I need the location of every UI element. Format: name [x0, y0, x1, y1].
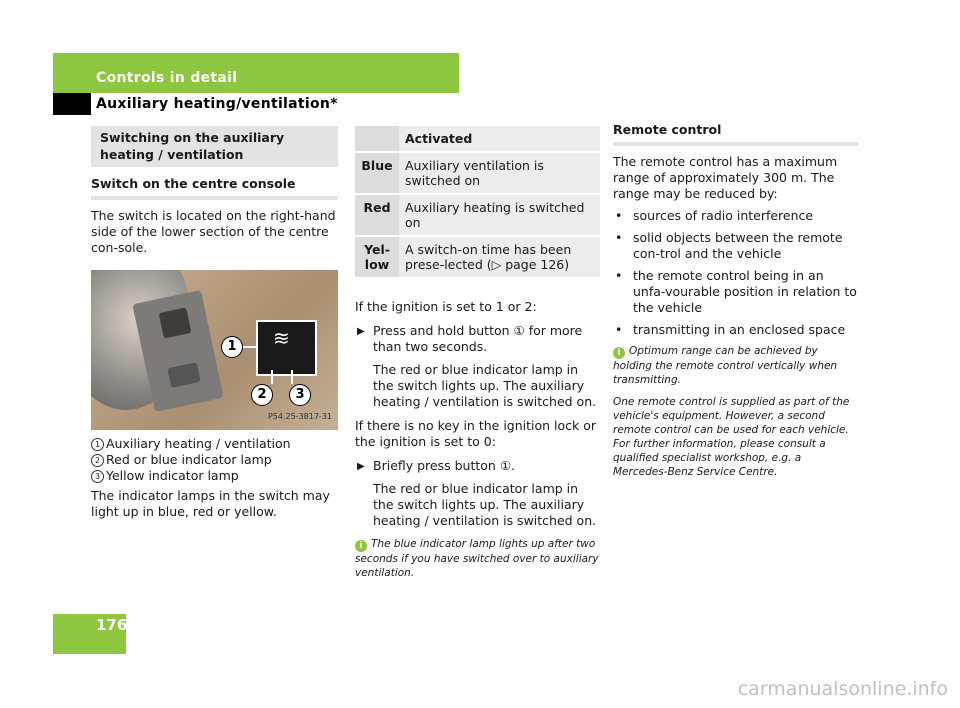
page-title: Auxiliary heating/ventilation*	[96, 96, 338, 112]
table-key: Yel-low	[355, 237, 399, 277]
sub-heading: Switch on the centre console	[91, 176, 296, 191]
remote-intro: The remote control has a maximum range of approximately 300 m. The range may be reduced by:	[613, 154, 838, 201]
range-list	[613, 208, 858, 338]
callout-2: 2	[251, 384, 273, 406]
watermark: carmanualsonline.info	[737, 678, 948, 700]
step-2-text: Briefly press button ①.	[373, 458, 515, 473]
divider	[91, 196, 338, 200]
step-1-text: Press and hold button ① for more than two seconds.	[373, 323, 583, 354]
info-note-2: One remote control is supplied as part of the vehicle's equipment. However, a second remote control can be used for each vehicle. For further information, please consult a qualified specialist workshop, e.g. a Mercedes-Benz Service Centre.	[613, 396, 850, 478]
ignition-0-text: If there is no key in the ignition lock or the ignition is set to 0:	[355, 418, 597, 449]
divider	[613, 142, 858, 146]
list-item: • transmitting in an enclosed space	[613, 322, 858, 338]
info-note-text: Optimum range can be achieved by holding the remote control vertically when transmitting.	[613, 345, 838, 386]
legend-num: 3	[91, 470, 104, 483]
info-note	[613, 344, 858, 387]
step-1	[355, 323, 600, 355]
callout-line	[271, 370, 273, 384]
table-header-row	[355, 126, 600, 151]
header-black-tab	[53, 93, 91, 115]
arrow-icon: ▶	[357, 326, 365, 337]
list-item: • solid objects between the remote con-trol and the vehicle	[613, 230, 858, 262]
legend-item	[91, 436, 338, 452]
heating-icon: ≋	[273, 326, 290, 350]
table-key: Blue	[355, 153, 399, 193]
legend-item	[91, 468, 338, 484]
info-note	[355, 537, 600, 580]
table-key: Red	[355, 195, 399, 235]
page-number: 176	[96, 616, 128, 634]
intro-text: The switch is located on the right-hand side of the lower section of the centre con-sole.	[91, 208, 336, 255]
legend	[91, 436, 338, 484]
legend-text: Red or blue indicator lamp	[106, 452, 272, 467]
legend-num: 1	[91, 438, 104, 451]
legend-item	[91, 452, 338, 468]
callout-line	[291, 370, 293, 384]
callout-3: 3	[289, 384, 311, 406]
table-row	[355, 195, 600, 235]
section-title: Controls in detail	[96, 70, 238, 86]
box-heading: Switching on the auxiliary heating / ventilation	[91, 126, 338, 167]
info-icon: i	[613, 347, 625, 359]
column-2	[355, 126, 600, 580]
arrow-icon: ▶	[357, 461, 365, 472]
closing-text: The indicator lamps in the switch may light up in blue, red or yellow.	[91, 488, 330, 519]
list-item: • the remote control being in an unfa-vourable position in relation to the vehicle	[613, 268, 858, 316]
result-2-text: The red or blue indicator lamp in the switch lights up. The auxiliary heating / ventilation is switched on.	[373, 481, 597, 528]
list-item: • sources of radio interference	[613, 208, 858, 224]
info-note-text: The blue indicator lamp lights up after two seconds if you have switched over to auxiliary ventilation.	[355, 538, 599, 579]
remote-heading: Remote control	[613, 122, 722, 137]
ignition-12-text: If the ignition is set to 1 or 2:	[355, 299, 537, 314]
table-value: Auxiliary ventilation is switched on	[399, 153, 600, 193]
result-1-text: The red or blue indicator lamp in the switch lights up. The auxiliary heating / ventilation is switched on.	[373, 362, 597, 409]
callout-line	[241, 346, 257, 348]
image-code: P54.25-3817-31	[267, 412, 332, 421]
table-row	[355, 153, 600, 193]
legend-text: Auxiliary heating / ventilation	[106, 436, 291, 451]
indicator-table	[355, 124, 600, 279]
legend-text: Yellow indicator lamp	[106, 468, 239, 483]
table-header: Activated	[399, 126, 600, 151]
column-1	[91, 126, 338, 520]
table-value: Auxiliary heating is switched on	[399, 195, 600, 235]
table-header-blank	[355, 126, 399, 151]
info-icon: i	[355, 540, 367, 552]
table-row	[355, 237, 600, 277]
legend-num: 2	[91, 454, 104, 467]
table-value: A switch-on time has been prese-lected (▷ page 126)	[399, 237, 600, 277]
step-2	[355, 458, 600, 474]
column-3	[613, 122, 858, 479]
callout-1: 1	[221, 336, 243, 358]
centre-console-photo	[91, 270, 338, 430]
